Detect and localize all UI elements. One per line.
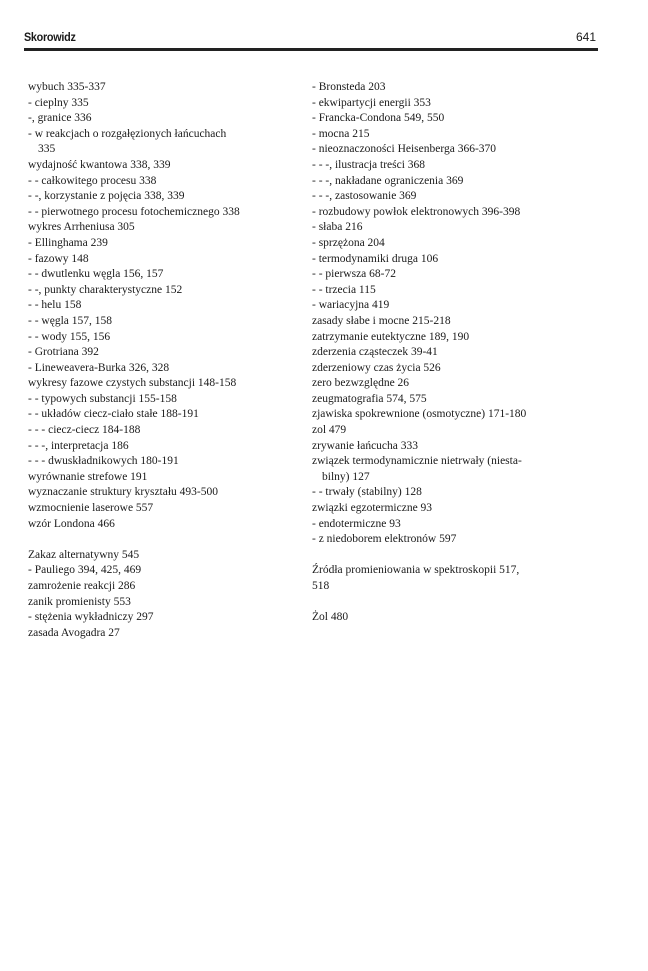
index-column-left — [28, 80, 318, 641]
index-gap — [312, 548, 602, 564]
index-entry: - - -, interpretacja 186 — [28, 439, 129, 452]
index-entry: wzór Londona 466 — [28, 517, 115, 530]
index-entry: zeugmatografia 574, 575 — [312, 392, 427, 405]
index-entry: - - typowych substancji 155-158 — [28, 392, 177, 405]
index-entry: - - trzecia 115 — [312, 283, 376, 296]
index-entry: 335 — [38, 143, 56, 156]
index-entry: - stężenia wykładniczy 297 — [28, 611, 154, 624]
index-entry: - - -, nakładane ograniczenia 369 — [312, 174, 464, 187]
index-entry: zero bezwzględne 26 — [312, 377, 410, 390]
index-entry: wydajność kwantowa 338, 339 — [28, 158, 171, 171]
index-entry: - słaba 216 — [312, 221, 363, 234]
index-entry: - - - dwuskładnikowych 180-191 — [28, 455, 179, 468]
running-title: Skorowidz — [24, 30, 76, 44]
header-rule — [24, 48, 598, 51]
index-entry: zasada Avogadra 27 — [28, 626, 120, 639]
index-entry: - - -, ilustracja treści 368 — [312, 158, 426, 171]
index-entry: - - dwutlenku węgla 156, 157 — [28, 268, 164, 281]
index-entry: zjawiska spokrewnione (osmotyczne) 171-180 — [312, 408, 527, 421]
index-entry: - fazowy 148 — [28, 252, 89, 265]
index-entry: Zakaz alternatywny 545 — [28, 548, 140, 561]
index-entry: związki egzotermiczne 93 — [312, 502, 433, 515]
index-entry: Żol 480 — [312, 611, 349, 624]
index-entry: Źródła promieniowania w spektroskopii 517, — [312, 564, 520, 577]
index-entry: zderzenia cząsteczek 39-41 — [312, 346, 438, 359]
index-entry: - Grotriana 392 — [28, 346, 99, 359]
index-entry: - - wody 155, 156 — [28, 330, 111, 343]
index-entry: wzmocnienie laserowe 557 — [28, 502, 154, 515]
index-entry: - Bronsteda 203 — [312, 81, 386, 93]
index-entry: wykresy fazowe czystych substancji 148-158 — [28, 377, 237, 390]
index-entry: - - trwały (stabilny) 128 — [312, 486, 422, 499]
index-entry: - ekwipartycji energii 353 — [312, 96, 431, 109]
index-entry: wykres Arrheniusa 305 — [28, 221, 135, 234]
index-entry: - - pierwsza 68-72 — [312, 268, 396, 281]
index-entry: zasady słabe i mocne 215-218 — [312, 314, 451, 327]
index-entry: - - helu 158 — [28, 299, 82, 312]
index-entry: - - pierwotnego procesu fotochemicznego 338 — [28, 205, 240, 218]
index-entry: bilny) 127 — [322, 470, 370, 483]
index-entry: - sprzężona 204 — [312, 236, 385, 249]
index-entry: zatrzymanie eutektyczne 189, 190 — [312, 330, 470, 343]
index-entry: wybuch 335-337 — [28, 81, 106, 93]
index-entry: związek termodynamicznie nietrwały (niesta- — [312, 455, 522, 468]
index-entry: - Pauliego 394, 425, 469 — [28, 564, 142, 577]
index-entry: - - - ciecz-ciecz 184-188 — [28, 424, 141, 437]
index-entry: - - układów ciecz-ciało stałe 188-191 — [28, 408, 199, 421]
index-entry: - Francka-Condona 549, 550 — [312, 112, 445, 125]
index-entry: - -, punkty charakterystyczne 152 — [28, 283, 183, 296]
index-entry: zrywanie łańcucha 333 — [312, 439, 419, 452]
index-entry: - cieplny 335 — [28, 96, 89, 109]
index-gap — [312, 595, 602, 611]
index-entry: -, granice 336 — [28, 112, 92, 125]
index-entry: - wariacyjna 419 — [312, 299, 390, 312]
running-header — [24, 30, 596, 48]
index-entry: zamrożenie reakcji 286 — [28, 580, 136, 592]
index-entry: - -, korzystanie z pojęcia 338, 339 — [28, 190, 185, 203]
index-entry: - Ellinghama 239 — [28, 236, 108, 249]
index-entry: - Lineweavera-Burka 326, 328 — [28, 361, 170, 374]
index-entry: - z niedoborem elektronów 597 — [312, 533, 457, 546]
index-entry: - endotermiczne 93 — [312, 517, 401, 530]
index-entry: - termodynamiki druga 106 — [312, 252, 439, 265]
index-entry: - rozbudowy powłok elektronowych 396-398 — [312, 205, 521, 218]
index-entry: - - całkowitego procesu 338 — [28, 174, 157, 187]
index-entry: wyrównanie strefowe 191 — [28, 470, 148, 483]
index-entry: - w reakcjach o rozgałęzionych łańcuchach — [28, 127, 227, 140]
index-entry: - - -, zastosowanie 369 — [312, 190, 417, 203]
index-entry: zol 479 — [312, 424, 347, 437]
index-entry: zderzeniowy czas życia 526 — [312, 361, 441, 374]
index-gap — [28, 532, 318, 548]
index-entry: - nieoznaczoności Heisenberga 366-370 — [312, 143, 497, 156]
index-entry: 518 — [312, 580, 330, 592]
page-number: 641 — [575, 30, 596, 44]
index-entry: - - węgla 157, 158 — [28, 314, 112, 327]
index-column-right — [312, 80, 602, 626]
index-entry: - mocna 215 — [312, 127, 370, 140]
index-entry: zanik promienisty 553 — [28, 595, 131, 608]
index-entry: wyznaczanie struktury kryształu 493-500 — [28, 486, 219, 499]
